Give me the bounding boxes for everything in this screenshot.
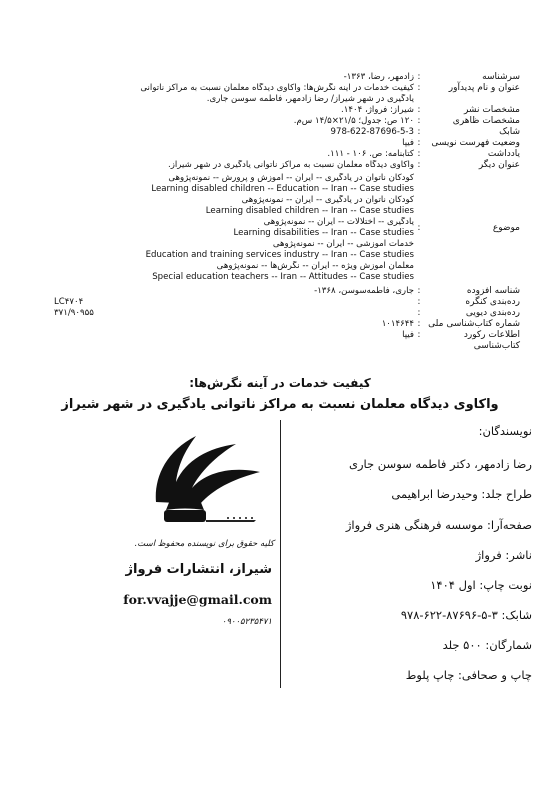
cip-row xyxy=(54,173,520,283)
cip-value-line: جاری، فاطمه‌سوسن، ۱۳۶۸- xyxy=(314,286,414,296)
cip-value-line: Learning disabled children -- Education -- Iran -- Case studies xyxy=(151,184,414,194)
cip-label: مشخصات ظاهری xyxy=(452,116,520,126)
cip-value-line: یادگیری در شهر شیراز/ رضا زادمهر، فاطمه سوسن جاری. xyxy=(206,94,414,104)
cip-row xyxy=(54,138,520,149)
cip-label: اطلاعات رکورد کتاب‌شناسی xyxy=(463,330,520,351)
cip-value-line: کیفیت خدمات در آینه نگرش‌ها: واکاوی دیدگاه معلمان نسبت به مراکز ناتوانی xyxy=(140,83,414,93)
publisher-name: شیراز، انتشارات فرواژ xyxy=(125,562,272,577)
cip-row xyxy=(54,160,520,171)
publisher-phone: ۰۹۰۰۵۲۳۵۴۷۱ xyxy=(221,617,272,627)
cip-colon: : xyxy=(417,297,421,307)
cip-value-line: 978-622-87696-5-3 xyxy=(330,127,414,137)
cip-value xyxy=(54,173,414,283)
edition: نوبت چاپ: اول ۱۴۰۴ xyxy=(430,578,532,592)
rights-notice: کلیه حقوق برای نویسنده محفوظ است. xyxy=(134,539,274,549)
book-title-line-2: واکاوی دیدگاه معلمان نسبت به مراکز ناتوانی یادگیری در شهر شیراز xyxy=(61,397,499,412)
cip-value xyxy=(54,297,414,308)
cip-colon: : xyxy=(417,83,421,93)
cip-label: شناسه افزوده xyxy=(466,286,520,296)
cip-row xyxy=(54,105,520,116)
cip-row xyxy=(54,286,520,297)
cip-catalog-table xyxy=(54,72,520,352)
cip-label: مشخصات نشر xyxy=(463,105,520,115)
cip-colon: : xyxy=(417,319,421,329)
cip-label: سرشناسه xyxy=(482,72,520,82)
cover-designer: طراح جلد: وحیدرضا ابراهیمی xyxy=(391,487,532,501)
vertical-divider xyxy=(280,420,281,688)
cip-row xyxy=(54,149,520,160)
cip-colon: : xyxy=(417,105,421,115)
cip-value xyxy=(54,319,414,330)
authors: رضا زادمهر، دکتر فاطمه سوسن جاری xyxy=(348,457,532,471)
cip-label: عنوان و نام پدیدآور xyxy=(448,83,520,93)
cip-colon: : xyxy=(417,222,421,233)
cip-colon: : xyxy=(417,127,421,137)
cip-row xyxy=(54,72,520,83)
cip-value xyxy=(54,72,414,83)
cip-row xyxy=(54,319,520,330)
cip-value xyxy=(54,127,414,138)
cip-value xyxy=(54,330,414,352)
cip-value xyxy=(54,149,414,160)
cip-value-line: LC۴۷۰۴ xyxy=(54,297,84,307)
inkwell-quill-icon xyxy=(136,430,266,530)
print-run: شمارگان: ۵۰۰ جلد xyxy=(442,638,532,652)
cip-value xyxy=(54,138,414,149)
cip-value-line: ۱۲۰ ص: جدول؛ ۲۱/۵×۱۴/۵ س‌م. xyxy=(293,116,414,126)
layout-designer: صفحه‌آرا: موسسه فرهنگی هنری فرواژ xyxy=(345,518,532,532)
cip-colon: : xyxy=(417,160,421,170)
cip-colon: : xyxy=(417,286,421,296)
cip-value-line: Special education teachers -- Iran -- Attitudes -- Case studies xyxy=(152,272,414,282)
cip-label: رده‌بندی دیویی xyxy=(465,308,520,318)
cip-value-line: ۱۰۱۴۶۴۴ xyxy=(381,319,414,329)
cip-value-line: Learning disabilities -- Iran -- Case studies xyxy=(233,228,414,238)
cip-row xyxy=(54,116,520,127)
cip-value xyxy=(54,116,414,127)
cip-colon: : xyxy=(417,149,421,159)
cip-value-line: فیپا xyxy=(402,330,414,340)
cip-colon: : xyxy=(417,72,421,82)
cip-value-line: یادگیری -- اختلالات -- ایران -- نمونه‌پژوهی xyxy=(263,217,414,227)
cip-row xyxy=(54,330,520,352)
cip-value-line: کودکان ناتوان در یادگیری -- ایران -- نمونه‌پژوهی xyxy=(241,195,414,205)
cip-row xyxy=(54,127,520,138)
cip-row xyxy=(54,297,520,308)
cip-row xyxy=(54,83,520,105)
cip-label: شماره کتاب‌شناسی ملی xyxy=(428,319,520,329)
cip-label: موضوع xyxy=(492,222,520,233)
cip-colon: : xyxy=(417,138,421,148)
cip-label: وضعیت فهرست نویسی xyxy=(431,138,520,148)
cip-colon: : xyxy=(417,330,421,340)
cip-value-line: زادمهر، رضا، ۱۳۶۳- xyxy=(343,72,414,82)
cip-value-line: کتابنامه: ص. ۱۰۶ - ۱۱۱. xyxy=(327,149,414,159)
cip-colon: : xyxy=(417,116,421,126)
cip-value-line: کودکان ناتوان در یادگیری -- ایران -- آموزش و پرورش -- نمونه‌پژوهی xyxy=(168,173,414,183)
cip-value-line: خدمات آموزشی -- ایران -- نمونه‌پژوهی xyxy=(272,239,414,249)
cip-value-line: Education and training services industry -- Iran -- Case studies xyxy=(145,250,414,260)
cip-row xyxy=(54,308,520,319)
cip-value-line: Learning disabled children -- Iran -- Case studies xyxy=(205,206,414,216)
cip-value xyxy=(54,83,414,105)
cip-value-line: واکاوی دیدگاه معلمان نسبت به مراکز ناتوانی یادگیری در شهر شیراز. xyxy=(168,160,414,170)
cip-value-line: فیپا xyxy=(402,138,414,148)
cip-label: شابک xyxy=(499,127,520,137)
publisher-email: for.vvajje@gmail.com xyxy=(123,592,272,607)
cip-label: یادداشت xyxy=(487,149,520,159)
cip-value xyxy=(54,286,414,297)
book-title-line-1: کیفیت خدمات در آینه نگرش‌ها: xyxy=(189,376,371,390)
cip-value xyxy=(54,160,414,171)
cip-colon: : xyxy=(417,308,421,318)
cip-label: رده‌بندی کنگره xyxy=(465,297,520,307)
cip-value-line: شیراز: فرواژ، ۱۴۰۴. xyxy=(341,105,414,115)
cip-value xyxy=(54,308,414,319)
printing: چاپ و صحافی: چاپ پلوط xyxy=(405,668,532,682)
cip-value-line: ۳۷۱/۹۰۹۵۵ xyxy=(54,308,94,318)
author-label: نویسندگان: xyxy=(478,424,532,438)
cip-value xyxy=(54,105,414,116)
publisher-credit: ناشر: فرواژ xyxy=(475,548,532,562)
cip-value-line: معلمان آموزش ویژه -- ایران -- نگرش‌ها -- نمونه‌پژوهی xyxy=(216,261,414,271)
cip-label: عنوان دیگر xyxy=(478,160,520,170)
isbn: شابک: ۳-۵-۸۷۶۹۶-۶۲۲-۹۷۸ xyxy=(400,608,532,622)
